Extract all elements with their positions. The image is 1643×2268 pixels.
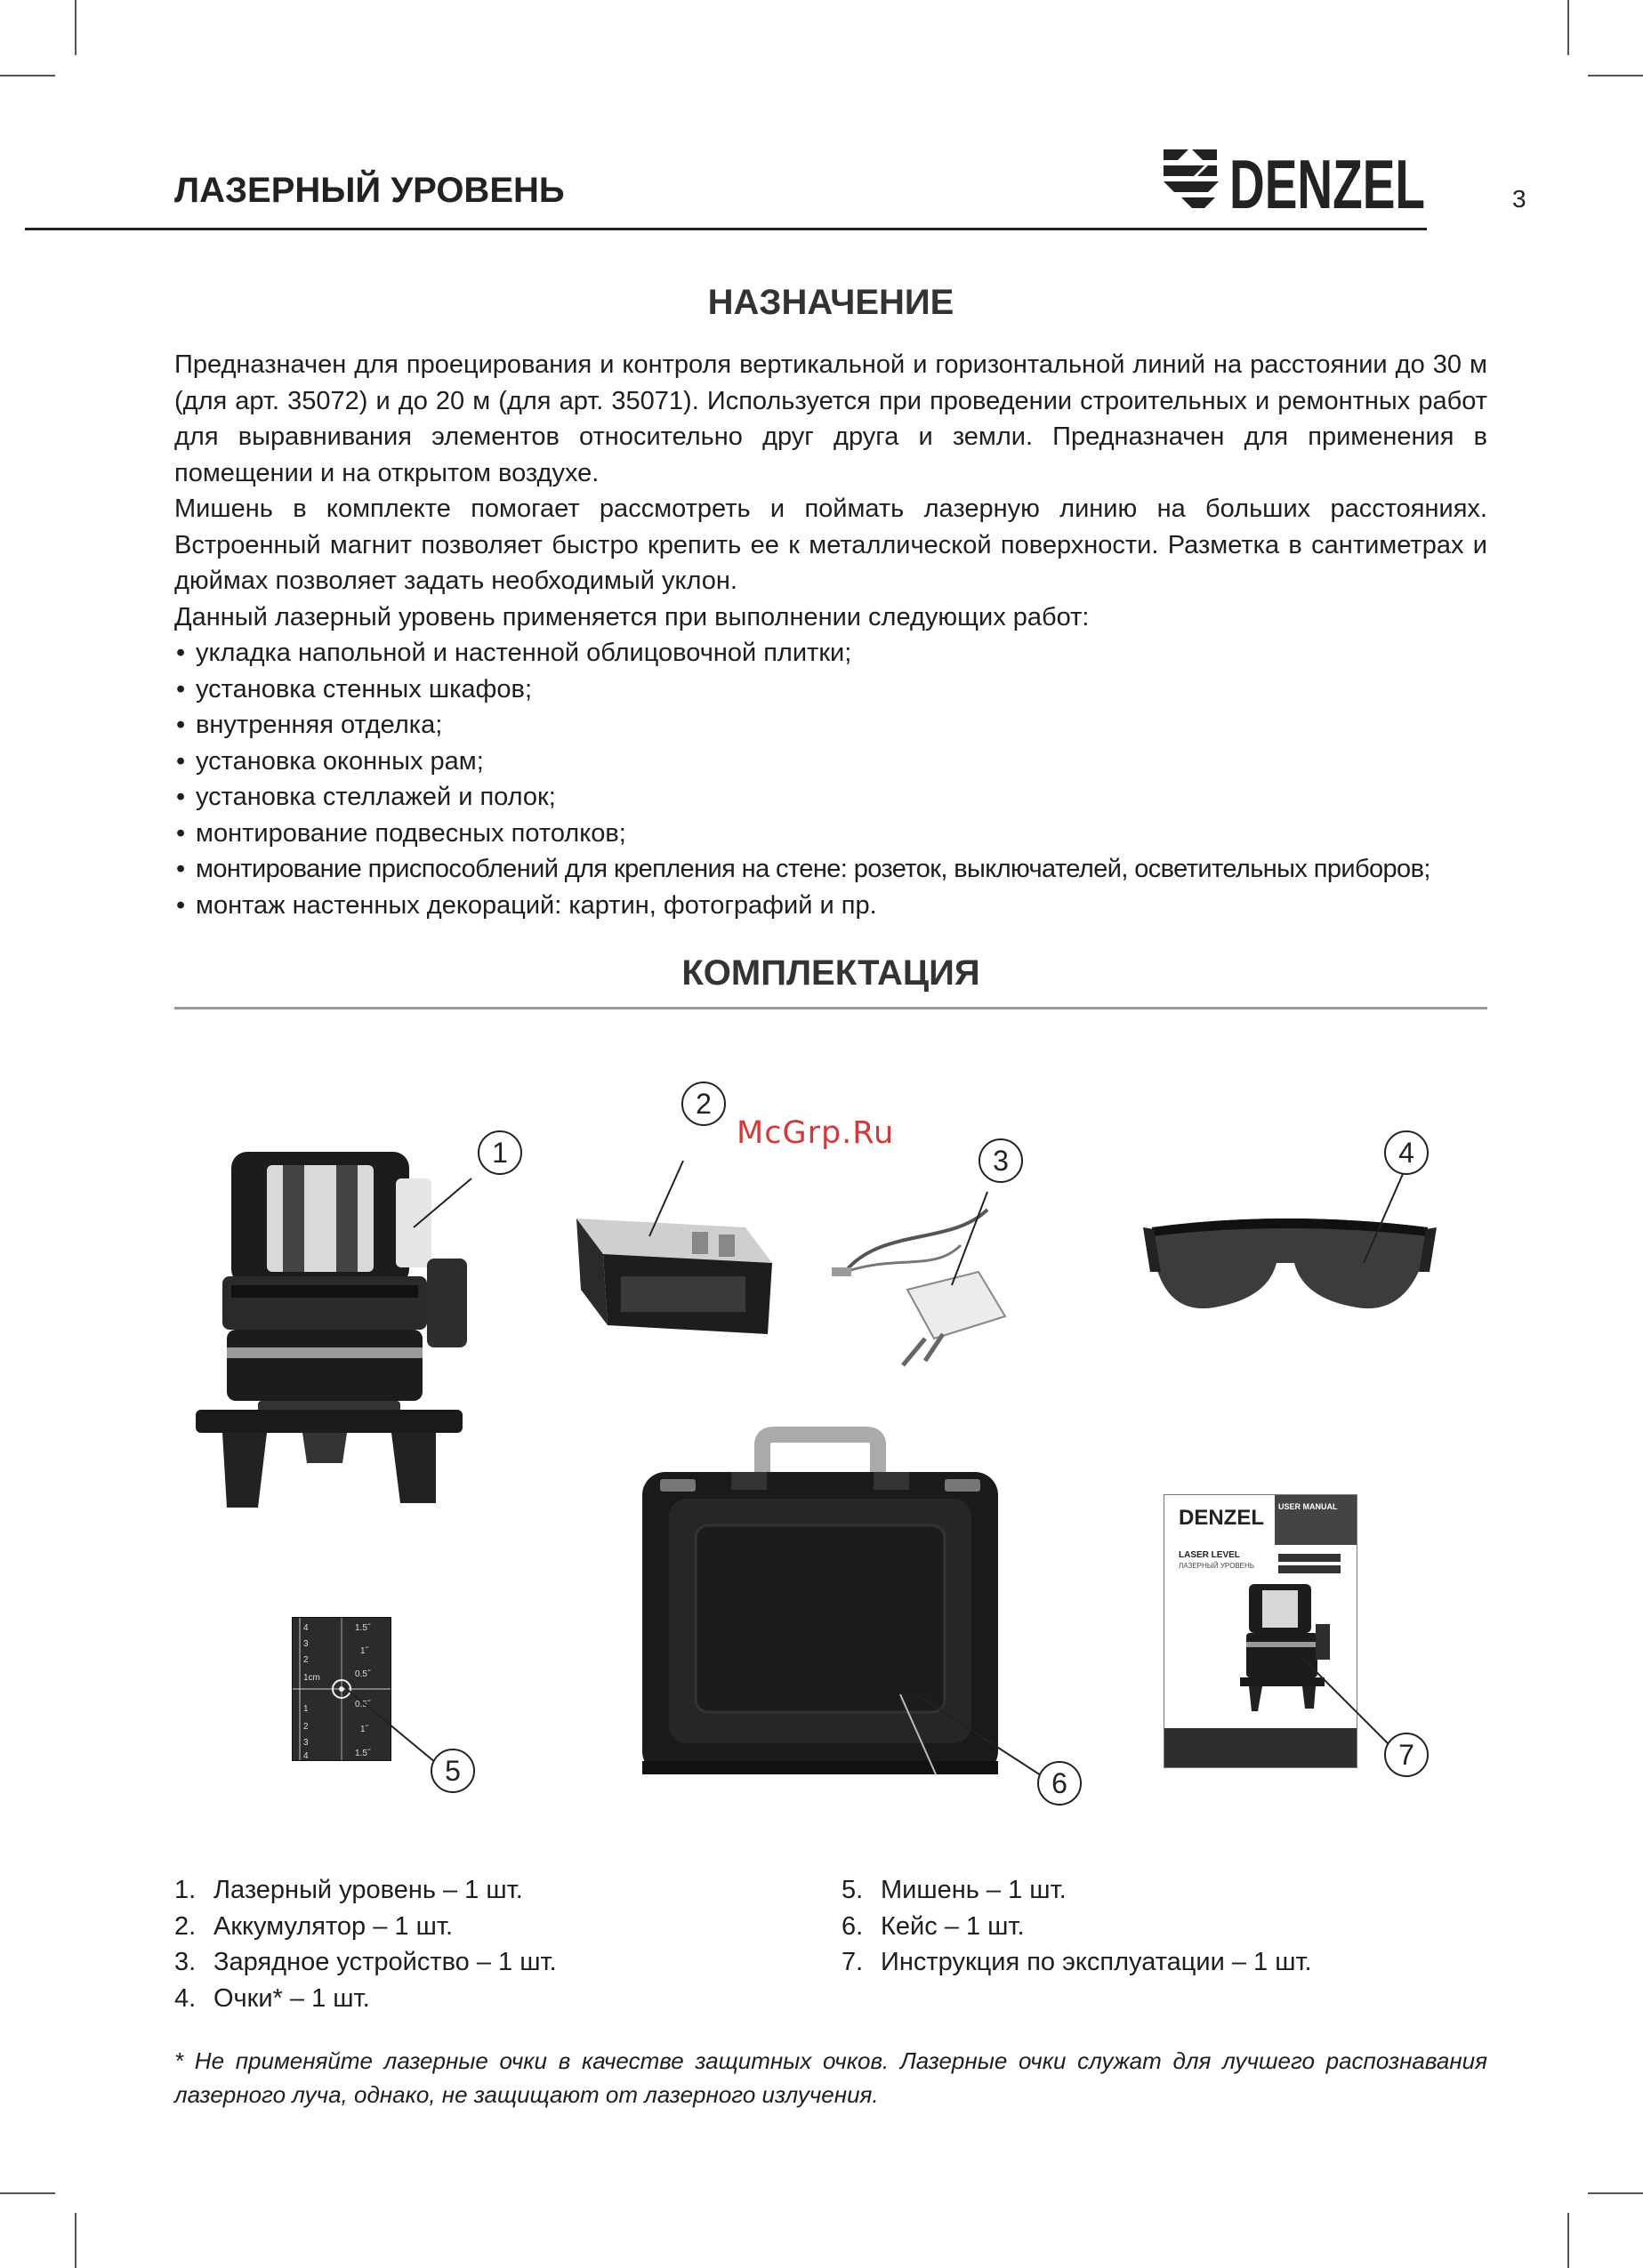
list-item (174, 1981, 557, 2017)
document-title: ЛАЗЕРНЫЙ УРОВЕНЬ (174, 171, 565, 210)
callout-1: 1 (478, 1130, 522, 1175)
logo-wordmark: DENZEL (1229, 145, 1425, 223)
target-mark: 1.5˝ (355, 1623, 371, 1633)
target-mark: 3 (303, 1639, 309, 1649)
item-number: 4. (174, 1983, 197, 2013)
item-text: Инструкция по эксплуатации – 1 шт. (881, 1948, 1312, 1976)
item-text: Зарядное устройство – 1 шт. (213, 1948, 557, 1976)
purpose-paragraph: Предназначен для проецирования и контроля вертикальной и горизонтальной линий на расстоянии до 30 м (для арт. 35072) и до 20 м (для арт. 35071). Используется при проведении строительных и ремонтных работ для выравнивания элементов относительно друг друга и земли. Предназначен для применения в помещении и на открытом воздухе. (174, 350, 1487, 487)
callout-2: 2 (681, 1082, 726, 1126)
page-number: 3 (1512, 185, 1526, 213)
item-text: Кейс – 1 шт. (881, 1911, 1025, 1941)
charger-illustration (827, 1192, 1023, 1370)
work-list (174, 635, 1487, 923)
target-mark: 3 (303, 1738, 309, 1748)
manual-product-ru: ЛАЗЕРНЫЙ УРОВЕНЬ (1179, 1562, 1254, 1570)
crop-mark (75, 0, 77, 55)
list-item: • установка оконных рам; (174, 744, 1487, 780)
purpose-paragraph: Мишень в комплекте помогает рассмотреть и поймать лазерную линию на больших расстояниях. Встроенный магнит позволяет быстро крепить ее к металлической поверхности. Разметка в сантиметрах и дюймах позволяет задать необходимый уклон. (174, 495, 1487, 595)
target-mark: 0.5˝ (355, 1700, 371, 1709)
item-number: 5. (842, 1876, 864, 1904)
callout-6: 6 (1037, 1761, 1082, 1806)
crop-mark (0, 2192, 55, 2194)
target-mark: 4 (303, 1751, 309, 1761)
target-mark: 1˝ (360, 1725, 368, 1734)
item-number: 3. (174, 1948, 197, 1976)
manual-brand: DENZEL (1179, 1506, 1264, 1530)
callout-leader (912, 1690, 1054, 1806)
item-text: Мишень – 1 шт. (881, 1876, 1067, 1904)
section-title-kit: КОМПЛЕКТАЦИЯ (681, 953, 980, 993)
list-item: • установка стенных шкафов; (174, 672, 1487, 708)
crop-mark (1567, 2213, 1569, 2268)
callout-4: 4 (1384, 1130, 1429, 1175)
list-item (174, 1872, 557, 1909)
callout-7: 7 (1384, 1733, 1429, 1777)
callout-5: 5 (431, 1749, 475, 1793)
target-mark: 1.5˝ (355, 1749, 371, 1758)
list-item (842, 1909, 1312, 1945)
target-mark: 1 (303, 1704, 309, 1714)
crop-mark (75, 2213, 77, 2268)
item-number: 6. (842, 1911, 864, 1941)
target-mark: 0.5˝ (355, 1669, 371, 1679)
target-mark: 2 (303, 1655, 309, 1665)
manual-product-en: LASER LEVEL (1179, 1550, 1240, 1560)
kit-list-left (174, 1872, 557, 2016)
list-item (174, 1944, 557, 1981)
list-item: • установка стеллажей и полок; (174, 779, 1487, 816)
list-item (842, 1944, 1312, 1981)
purpose-text (174, 347, 1487, 923)
section-rule (174, 1007, 1487, 1009)
item-number: 2. (174, 1911, 197, 1941)
item-text: Лазерный уровень – 1 шт. (213, 1876, 523, 1904)
denzel-logo (1162, 142, 1429, 222)
list-item: • укладка напольной и настенной облицовочной плитки; (174, 635, 1487, 672)
item-number: 1. (174, 1876, 197, 1904)
footnote: * Не применяйте лазерные очки в качестве защитных очков. Лазерные очки служат для лучшего распознавания лазерного луча, однако, не защищают от лазерного излучения. (174, 2047, 1487, 2108)
list-item (842, 1872, 1312, 1909)
list-item (174, 1909, 557, 1945)
callout-3: 3 (979, 1138, 1023, 1183)
target-mark: 4 (303, 1623, 309, 1633)
target-mark: 2 (303, 1722, 309, 1732)
manual-top-label: USER MANUAL (1278, 1502, 1338, 1511)
target-mark: 1˝ (360, 1646, 368, 1656)
header-rule (25, 228, 1427, 230)
list-item: • внутренняя отделка; (174, 707, 1487, 744)
purpose-paragraph: Данный лазерный уровень применяется при выполнении следующих работ: (174, 602, 1090, 631)
item-text: Аккумулятор – 1 шт. (213, 1911, 454, 1941)
crop-mark (0, 75, 55, 76)
battery-illustration (568, 1156, 781, 1352)
section-title-purpose: НАЗНАЧЕНИЕ (707, 283, 954, 322)
crop-mark (1567, 0, 1569, 55)
list-item: • монтирование приспособлений для крепления на стене: розеток, выключателей, осветительных приборов; (174, 851, 1487, 888)
item-text: Очки* – 1 шт. (213, 1983, 370, 2013)
watermark: McGrp.Ru (737, 1115, 895, 1151)
target-mark: 1cm (303, 1673, 320, 1683)
glasses-illustration (1143, 1174, 1437, 1352)
list-item: • монтаж настенных декораций: картин, фотографий и пр. (174, 888, 1487, 924)
kit-list-right (842, 1872, 1312, 1981)
crop-mark (1588, 2192, 1643, 2194)
list-item: • монтирование подвесных потолков; (174, 816, 1487, 852)
logo-emblem-icon (1164, 149, 1219, 208)
item-number: 7. (842, 1948, 864, 1976)
callout-leader (338, 1681, 445, 1770)
laser-level-illustration (187, 1143, 480, 1516)
crop-mark (1588, 75, 1643, 76)
